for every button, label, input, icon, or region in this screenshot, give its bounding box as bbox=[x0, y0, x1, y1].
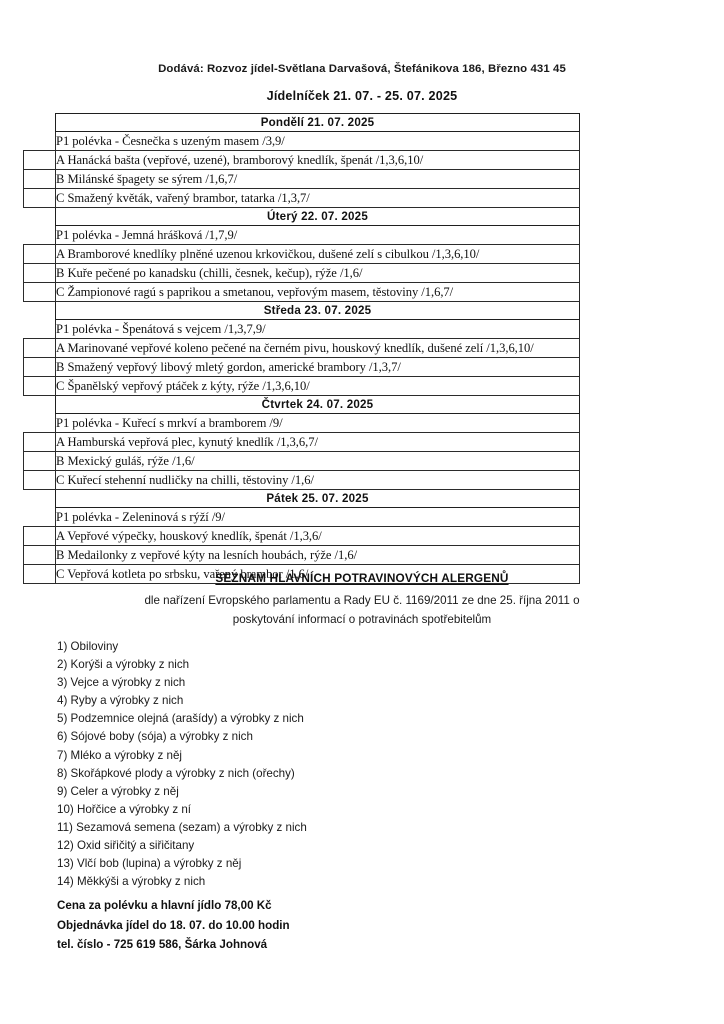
menu-item-text: A Marinované vepřové koleno pečené na černém pivu, houskový knedlík, dušené zelí /1,3,6,10/ bbox=[56, 339, 580, 358]
menu-left-spacer bbox=[24, 320, 56, 339]
menu-item-row bbox=[24, 189, 580, 208]
menu-left-spacer bbox=[24, 414, 56, 433]
menu-item-text: A Bramborové knedlíky plněné uzenou krkovičkou, dušené zelí s cibulkou /1,3,6,10/ bbox=[56, 245, 580, 264]
menu-day-header: Úterý 22. 07. 2025 bbox=[56, 208, 580, 226]
menu-row-marker-cell bbox=[24, 433, 56, 452]
allergen-list-item: 8) Skořápkové plody a výrobky z nich (ořechy) bbox=[57, 766, 295, 780]
menu-item-text: C Španělský vepřový ptáček z kýty, rýže /1,3,6,10/ bbox=[56, 377, 580, 396]
allergen-list-item: 11) Sezamová semena (sezam) a výrobky z nich bbox=[57, 820, 307, 834]
menu-left-spacer bbox=[24, 302, 56, 320]
menu-item-row bbox=[24, 377, 580, 396]
menu-table bbox=[23, 113, 580, 584]
menu-day-header-row bbox=[24, 208, 580, 226]
allergen-list-item: 1) Obiloviny bbox=[57, 640, 119, 653]
menu-day-header-row bbox=[24, 396, 580, 414]
menu-item-row bbox=[24, 170, 580, 189]
menu-item-row bbox=[24, 264, 580, 283]
menu-item-text: B Mexický guláš, rýže /1,6/ bbox=[56, 452, 580, 471]
menu-item-text: B Kuře pečené po kanadsku (chilli, česnek, kečup), rýže /1,6/ bbox=[56, 264, 580, 283]
menu-item-row bbox=[24, 226, 580, 245]
menu-item-row bbox=[24, 508, 580, 527]
menu-day-header: Pátek 25. 07. 2025 bbox=[56, 490, 580, 508]
menu-row-marker-cell bbox=[24, 189, 56, 208]
menu-left-spacer bbox=[24, 208, 56, 226]
menu-item-row bbox=[24, 339, 580, 358]
menu-item-row bbox=[24, 414, 580, 433]
menu-item-text: P1 polévka - Jemná hrášková /1,7,9/ bbox=[56, 226, 580, 245]
allergen-list-item: 10) Hořčice a výrobky z ní bbox=[57, 802, 192, 816]
menu-left-spacer bbox=[24, 114, 56, 132]
menu-day-header-row bbox=[24, 490, 580, 508]
menu-item-row bbox=[24, 527, 580, 546]
menu-item-row bbox=[24, 320, 580, 339]
menu-left-spacer bbox=[24, 508, 56, 527]
menu-day-header: Čtvrtek 24. 07. 2025 bbox=[56, 396, 580, 414]
menu-item-text: C Kuřecí stehenní nudličky na chilli, těstoviny /1,6/ bbox=[56, 471, 580, 490]
menu-item-row bbox=[24, 358, 580, 377]
menu-row-marker-cell bbox=[24, 245, 56, 264]
menu-left-spacer bbox=[24, 396, 56, 414]
menu-day-header: Středa 23. 07. 2025 bbox=[56, 302, 580, 320]
menu-item-text: B Medailonky z vepřové kýty na lesních houbách, rýže /1,6/ bbox=[56, 546, 580, 565]
allergen-list-item: 13) Vlčí bob (lupina) a výrobky z něj bbox=[57, 857, 242, 871]
document-header bbox=[0, 62, 724, 104]
menu-left-spacer bbox=[24, 490, 56, 508]
menu-item-text: P1 polévka - Česnečka s uzeným masem /3,9/ bbox=[56, 132, 580, 151]
menu-day-header: Pondělí 21. 07. 2025 bbox=[56, 114, 580, 132]
allergen-header bbox=[0, 571, 724, 629]
menu-item-text: P1 polévka - Kuřecí s mrkví a bramborem /9/ bbox=[56, 414, 580, 433]
menu-row-marker-cell bbox=[24, 358, 56, 377]
menu-day-header-row bbox=[24, 114, 580, 132]
menu-row-marker-cell bbox=[24, 151, 56, 170]
menu-item-text: P1 polévka - Špenátová s vejcem /1,3,7,9/ bbox=[56, 320, 580, 339]
menu-item-row bbox=[24, 452, 580, 471]
menu-item-row bbox=[24, 132, 580, 151]
menu-title: Jídelníček 21. 07. - 25. 07. 2025 bbox=[266, 89, 458, 103]
menu-item-text: A Hamburská vepřová plec, kynutý knedlík /1,3,6,7/ bbox=[56, 433, 580, 452]
allergen-subtitle-line-2: poskytování informací o potravinách spotřebitelům bbox=[232, 613, 492, 626]
menu-item-text: C Smažený květák, vařený brambor, tatarka /1,3,7/ bbox=[56, 189, 580, 208]
menu-item-row bbox=[24, 283, 580, 302]
menu-row-marker-cell bbox=[24, 264, 56, 283]
allergen-section-title: SEZNAM HLAVNÍCH POTRAVINOVÝCH ALERGENŮ bbox=[215, 571, 509, 585]
allergen-list-item: 3) Vejce a výrobky z nich bbox=[57, 676, 186, 690]
allergen-list-item: 4) Ryby a výrobky z nich bbox=[57, 694, 184, 708]
menu-item-text: C Žampionové ragú s paprikou a smetanou, vepřovým masem, těstoviny /1,6,7/ bbox=[56, 283, 580, 302]
menu-item-text: A Hanácká bašta (vepřové, uzené), bramborový knedlík, špenát /1,3,6,10/ bbox=[56, 151, 580, 170]
price-line: Cena za polévku a hlavní jídlo 78,00 Kč bbox=[57, 899, 272, 912]
menu-item-row bbox=[24, 433, 580, 452]
menu-row-marker-cell bbox=[24, 527, 56, 546]
allergen-list-item: 7) Mléko a výrobky z něj bbox=[57, 748, 183, 762]
menu-row-marker-cell bbox=[24, 339, 56, 358]
menu-row-marker-cell bbox=[24, 377, 56, 396]
menu-day-header-row bbox=[24, 302, 580, 320]
menu-left-spacer bbox=[24, 132, 56, 151]
menu-row-marker-cell bbox=[24, 170, 56, 189]
menu-table-container bbox=[23, 113, 579, 584]
allergen-list-item: 12) Oxid siřičitý a siřičitany bbox=[57, 839, 195, 853]
menu-item-row bbox=[24, 471, 580, 490]
menu-item-text: A Vepřové výpečky, houskový knedlík, špenát /1,3,6/ bbox=[56, 527, 580, 546]
footer-block bbox=[57, 896, 577, 955]
supplier-line: Dodává: Rozvoz jídel-Světlana Darvašová, Štefánikova 186, Březno 431 45 bbox=[158, 63, 566, 75]
allergen-list-item: 9) Celer a výrobky z něj bbox=[57, 784, 179, 798]
contact-line: tel. číslo - 725 619 586, Šárka Johnová bbox=[57, 938, 268, 952]
menu-item-text: P1 polévka - Zeleninová s rýží /9/ bbox=[56, 508, 580, 527]
menu-item-row bbox=[24, 245, 580, 264]
order-deadline-line: Objednávka jídel do 18. 07. do 10.00 hodin bbox=[57, 918, 290, 932]
menu-row-marker-cell bbox=[24, 283, 56, 302]
menu-row-marker-cell bbox=[24, 546, 56, 565]
allergen-subtitle-line-1: dle nařízení Evropského parlamentu a Rady EU č. 1169/2011 ze dne 25. října 2011 o bbox=[144, 594, 580, 607]
menu-left-spacer bbox=[24, 226, 56, 245]
menu-item-row bbox=[24, 151, 580, 170]
menu-row-marker-cell bbox=[24, 471, 56, 490]
menu-item-text: C Vepřová kotleta po srbsku, vařený brambor /1,6/ bbox=[56, 565, 580, 584]
allergen-list-item: 14) Měkkýši a výrobky z nich bbox=[57, 875, 206, 889]
menu-item-text: B Milánské špagety se sýrem /1,6,7/ bbox=[56, 170, 580, 189]
allergen-list bbox=[57, 638, 537, 891]
allergen-list-item: 5) Podzemnice olejná (arašídy) a výrobky z nich bbox=[57, 712, 304, 726]
menu-row-marker-cell bbox=[24, 452, 56, 471]
menu-item-row bbox=[24, 546, 580, 565]
allergen-list-item: 2) Korýši a výrobky z nich bbox=[57, 658, 190, 672]
allergen-list-item: 6) Sójové boby (sója) a výrobky z nich bbox=[57, 730, 253, 744]
menu-item-text: B Smažený vepřový libový mletý gordon, americké brambory /1,3,7/ bbox=[56, 358, 580, 377]
